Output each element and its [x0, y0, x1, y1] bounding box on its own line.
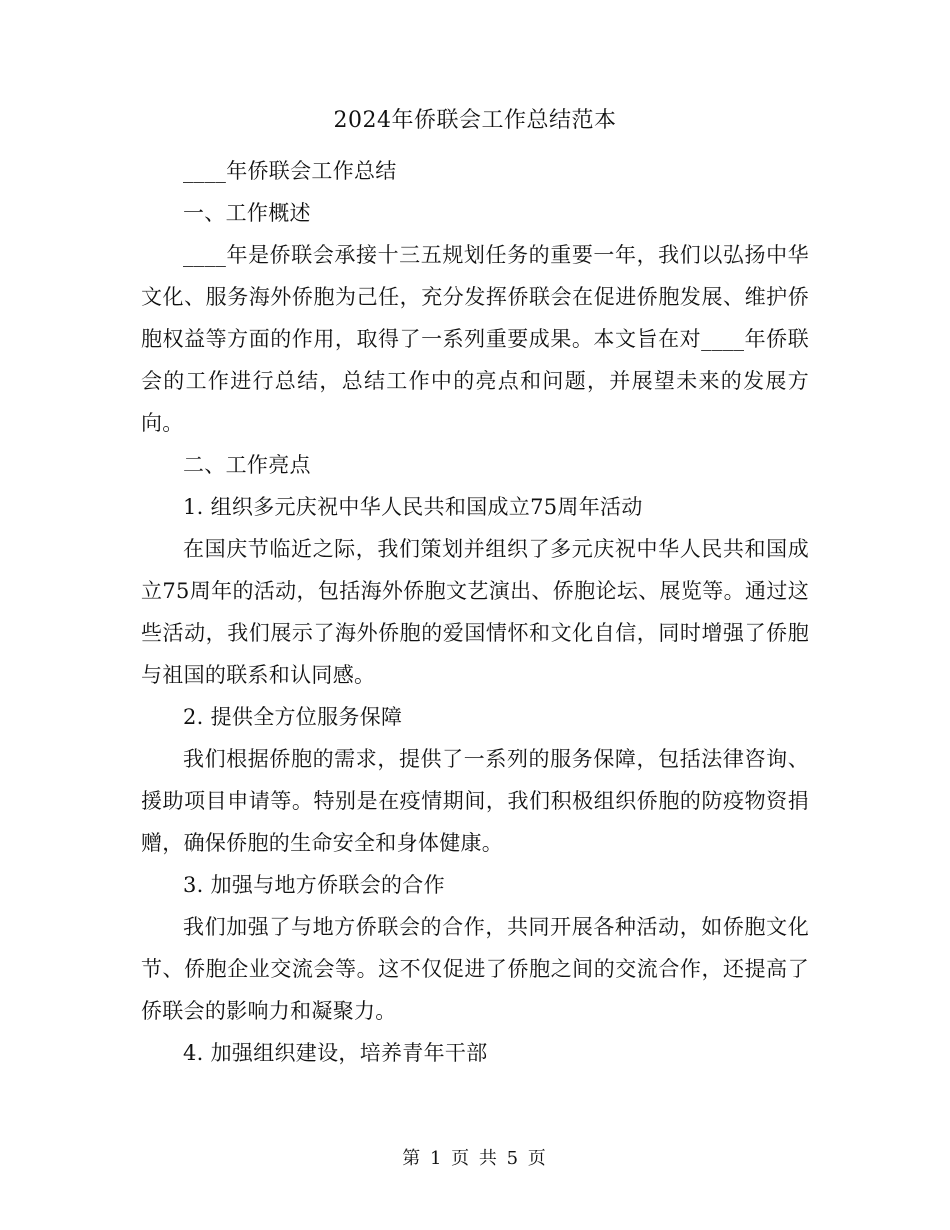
- paragraph-item-2: 我们根据侨胞的需求，提供了一系列的服务保障，包括法律咨询、援助项目申请等。特别是在疫情期间，我们积极组织侨胞的防疫物资捐赠，确保侨胞的生命安全和身体健康。: [141, 747, 809, 855]
- document-body: [141, 150, 809, 1074]
- document-title: 2024年侨联会工作总结范本: [333, 108, 617, 133]
- item-heading-3: 3. 加强与地方侨联会的合作: [183, 873, 445, 897]
- section-heading-highlights: 二、工作亮点: [183, 453, 311, 477]
- page-indicator: 第 1 页 共 5 页: [402, 1148, 548, 1169]
- item-heading-1: 1. 组织多元庆祝中华人民共和国成立75周年活动: [183, 495, 643, 519]
- paragraph-item-1: 在国庆节临近之际，我们策划并组织了多元庆祝中华人民共和国成立75周年的活动，包括海外侨胞文艺演出、侨胞论坛、展览等。通过这些活动，我们展示了海外侨胞的爱国情怀和文化自信，同时增强了侨胞与祖国的联系和认同感。: [141, 537, 809, 687]
- section-heading-overview: 一、工作概述: [183, 201, 311, 225]
- item-heading-2: 2. 提供全方位服务保障: [183, 705, 403, 729]
- paragraph-overview: ____年是侨联会承接十三五规划任务的重要一年，我们以弘扬中华文化、服务海外侨胞为己任，充分发挥侨联会在促进侨胞发展、维护侨胞权益等方面的作用，取得了一系列重要成果。本文旨在对____年侨联会的工作进行总结，总结工作中的亮点和问题，并展望未来的发展方向。: [141, 243, 809, 435]
- document-subtitle: ____年侨联会工作总结: [183, 159, 397, 183]
- paragraph-item-3: 我们加强了与地方侨联会的合作，共同开展各种活动，如侨胞文化节、侨胞企业交流会等。这不仅促进了侨胞之间的交流合作，还提高了侨联会的影响力和凝聚力。: [141, 915, 809, 1023]
- item-heading-4: 4. 加强组织建设，培养青年干部: [183, 1041, 488, 1065]
